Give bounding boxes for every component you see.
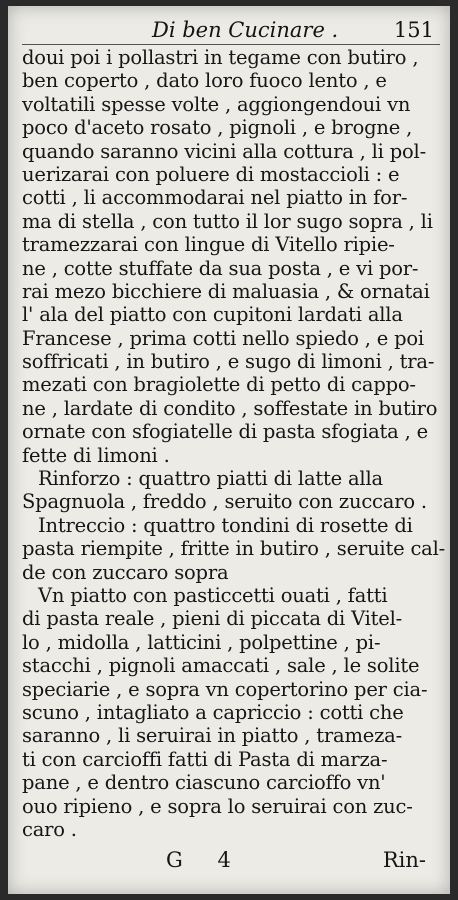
text-line: scuno , intagliato a capriccio : cotti che: [22, 700, 404, 724]
page-footer: [22, 848, 440, 874]
text-line: Spagnuola , freddo , seruito con zuccaro .: [22, 490, 427, 514]
text-line: poco d'aceto rosato , pignoli , e brogne ,: [22, 116, 413, 140]
catchword: Rin-: [382, 848, 426, 872]
text-line: ornate con sfogiatelle di pasta sfogiata , e: [22, 420, 428, 444]
text-line: caro .: [22, 817, 77, 841]
page-number: 151: [393, 18, 434, 42]
text-line: di pasta reale , pieni di piccata di Vitel-: [22, 607, 403, 631]
text-line: ne , cotte stuffate da sua posta , e vi por-: [22, 256, 419, 280]
text-line: soffricati , in butiro , e sugo di limoni , tra-: [22, 350, 435, 374]
text-line: saranno , li seruirai in piatto , trameza-: [22, 724, 403, 748]
text-line: lo , midolla , latticini , polpettine , pi-: [22, 630, 381, 654]
text-line: ma di stella , con tutto il lor sugo sopra , li: [22, 209, 433, 233]
text-line: stacchi , pignoli amaccati , sale , le solite: [22, 654, 420, 678]
text-line: Vn piatto con pasticcetti ouati , fatti: [38, 583, 388, 607]
page-header: [22, 18, 440, 45]
text-line: l' ala del piatto con cupitoni lardati alla: [22, 303, 403, 327]
signature-mark: G 4: [166, 848, 245, 872]
text-line: de con zuccaro sopra: [22, 560, 229, 584]
text-line: ti con carcioffi fatti di Pasta di marza-: [22, 747, 388, 771]
text-line: speciarie , e sopra vn copertorino per cia-: [22, 677, 428, 701]
text-line: ne , lardate di condito , soffestate in butiro: [22, 396, 438, 420]
text-line: pasta riempite , fritte in butiro , seruite cal-: [22, 537, 446, 561]
text-line: cotti , li accommodarai nel piatto in for-: [22, 186, 408, 210]
text-line: Francese , prima cotti nello spiedo , e poi: [22, 326, 424, 350]
text-line: uerizarai con poluere di mostaccioli : e: [22, 162, 400, 186]
body-text: [22, 46, 446, 841]
text-line: doui poi i pollastri in tegame con butiro ,: [22, 46, 419, 69]
text-line: quando saranno vicini alla cottura , li pol-: [22, 139, 426, 163]
text-line: ben coperto , dato loro fuoco lento , e: [22, 69, 387, 93]
text-line: mezati con bragiolette di petto di cappo-: [22, 373, 416, 397]
text-line: pane , e dentro ciascuno carcioffo vn': [22, 771, 386, 795]
text-line: voltatili spesse volte , aggiongendoui vn: [22, 92, 411, 116]
text-line: Rinforzo : quattro piatti di latte alla: [38, 467, 383, 491]
text-line: tramezzarai con lingue di Vitello ripie-: [22, 233, 395, 257]
book-page: [8, 6, 450, 894]
text-line: ouo ripieno , e sopra lo seruirai con zuc-: [22, 794, 413, 818]
text-line: rai mezo bicchiere di maluasia , & ornatai: [22, 279, 430, 303]
running-head: Di ben Cucinare .: [152, 18, 339, 42]
text-line: fette di limoni .: [22, 443, 170, 467]
text-line: Intreccio : quattro tondini di rosette di: [38, 513, 413, 537]
